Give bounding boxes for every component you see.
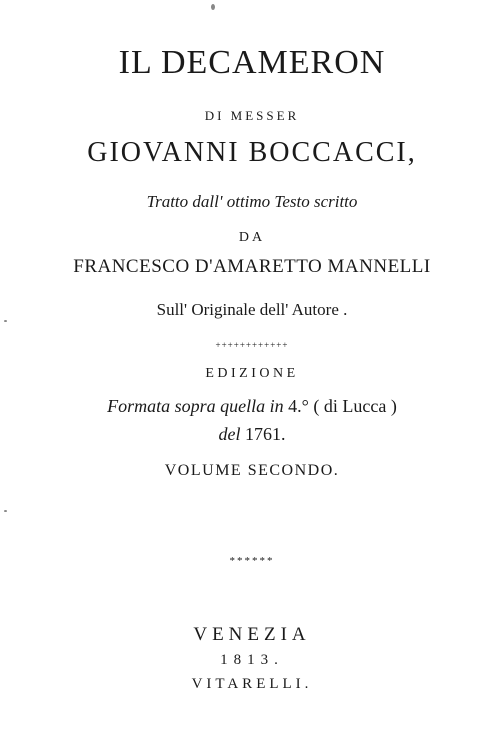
imprint-city: VENEZIA	[193, 624, 311, 645]
imprint-year: 1813.	[220, 652, 284, 668]
tratto-line: Tratto dall' ottimo Testo scritto	[146, 192, 358, 211]
paper-speck	[4, 320, 7, 322]
edizione-heading: EDIZIONE	[205, 366, 299, 381]
di-messer-line: DI MESSER	[204, 108, 300, 123]
asterisk-ornament: ******	[229, 555, 275, 567]
volume-line: VOLUME SECONDO.	[164, 462, 340, 479]
edition-year: 1761.	[245, 424, 286, 444]
editor-name: FRANCESCO D'AMARETTO MANNELLI	[73, 256, 431, 277]
book-title: IL DECAMERON	[118, 44, 386, 81]
paper-speck	[211, 4, 215, 10]
paper-speck	[4, 510, 7, 512]
sull-originale-line: Sull' Originale dell' Autore .	[156, 300, 348, 319]
format-size: 4.° ( di Lucca )	[288, 396, 397, 416]
imprint-publisher: VITARELLI.	[191, 676, 313, 692]
formata-text: Formata sopra quella in	[107, 396, 289, 416]
del-text: del	[218, 424, 245, 444]
ornament-divider: ++++++++++++	[215, 340, 289, 350]
da-line: DA	[238, 230, 266, 245]
author-name: GIOVANNI BOCCACCI,	[87, 137, 417, 168]
del-line	[0, 424, 504, 445]
formata-line	[0, 396, 504, 417]
